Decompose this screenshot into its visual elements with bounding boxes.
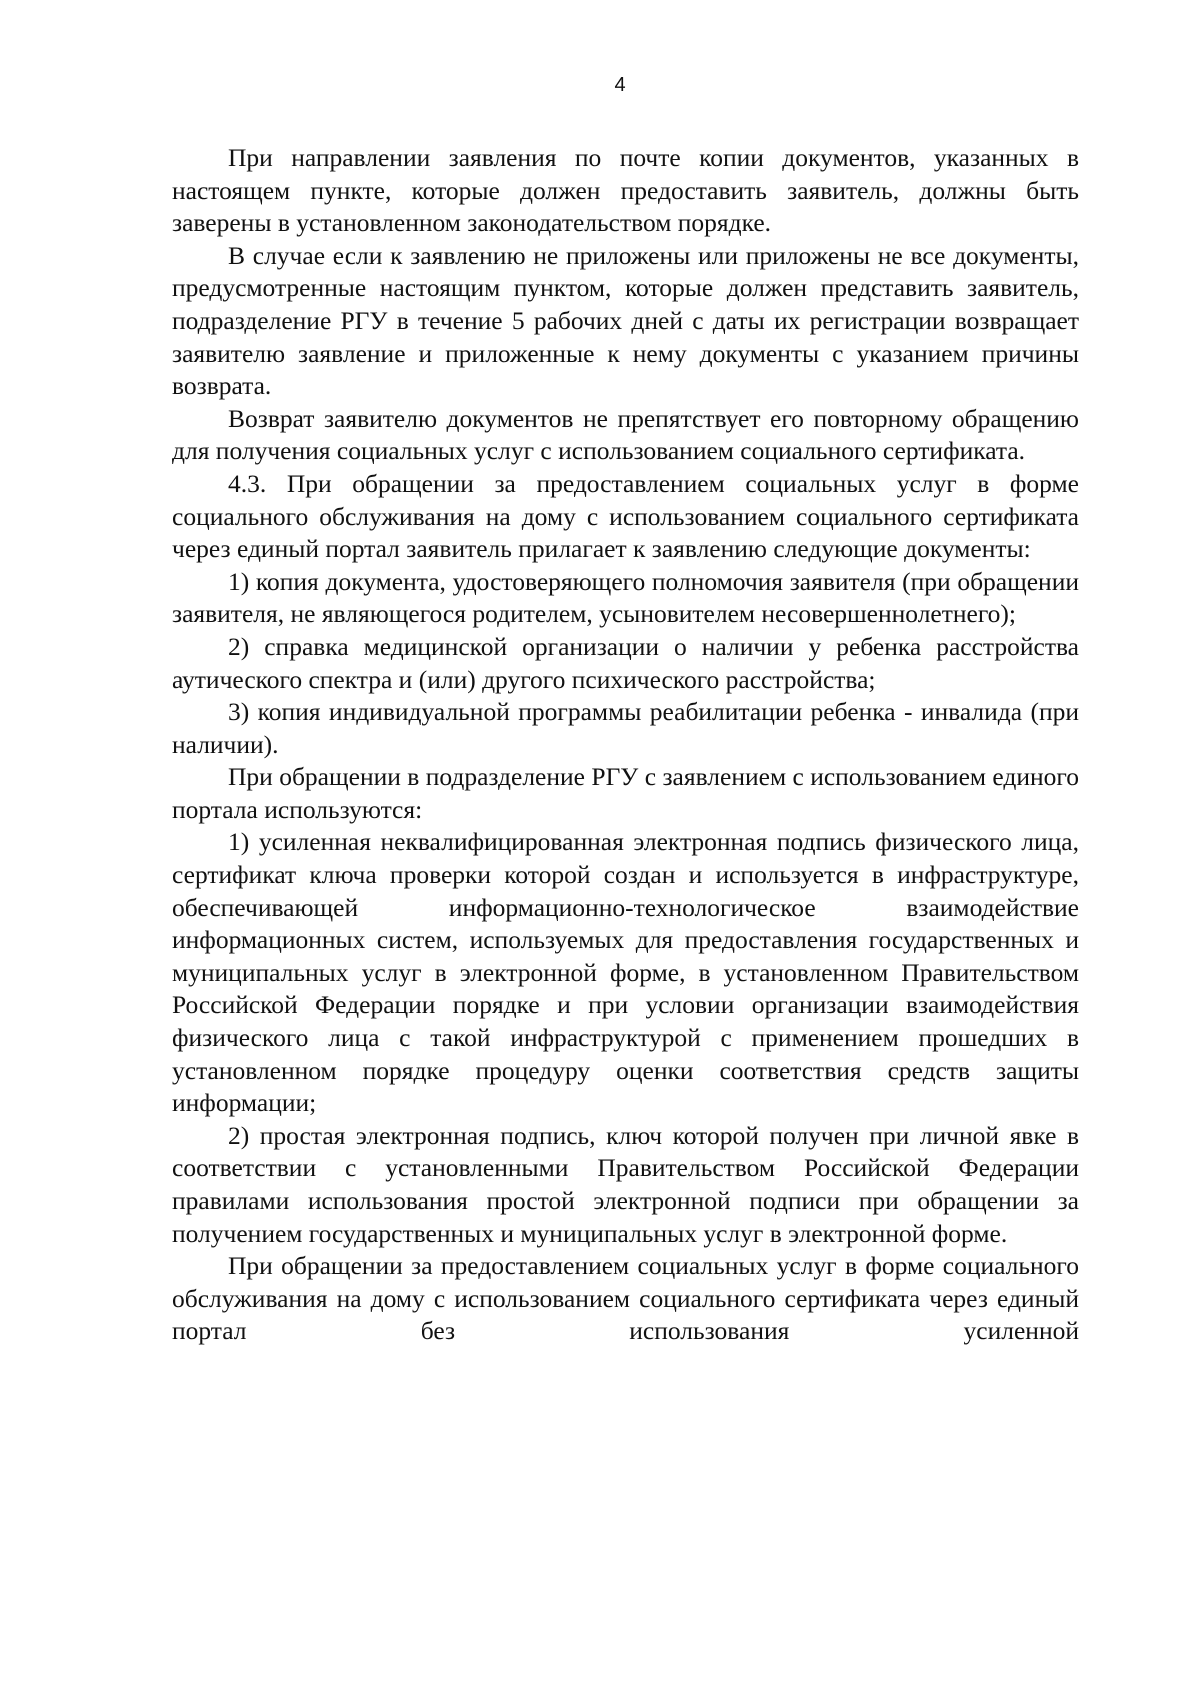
list-item-simple-signature: 2) простая электронная подпись, ключ которой получен при личной явке в соответствии с установленными Правительством Российской Федерации правилами использования простой электронной подписи при обращении за получением государственных и муниципальных услуг в электронной форме. bbox=[172, 1120, 1079, 1248]
paragraph-missing-documents: В случае если к заявлению не приложены или приложены не все документы, предусмотренные настоящим пунктом, которые должен представить заявитель, подразделение РГУ в течение 5 рабочих дней с даты их регистрации возвращает заявителю заявление и приложенные к нему документы с указанием причины возврата. bbox=[172, 240, 1079, 401]
document-body bbox=[172, 142, 1079, 1348]
list-item-enhanced-signature: 1) усиленная неквалифицированная электронная подпись физического лица, сертификат ключа проверки которой создан и используется в инфраструктуре, обеспечивающей информационно-технологическое взаимодействие информационных систем, используемых для предоставления государственных и муниципальных услуг в электронной форме, в установленном Правительством Российской Федерации порядке и при условии организации взаимодействия физического лица с такой инфраструктурой с применением прошедших в установленном порядке процедуру оценки соответствия средств защиты информации; bbox=[172, 827, 1079, 1118]
paragraph-return-documents: Возврат заявителю документов не препятствует его повторному обращению для получения социальных услуг с использованием социального сертификата. bbox=[172, 403, 1079, 466]
list-item-medical-certificate: 2) справка медицинской организации о наличии у ребенка расстройства аутического спектра и (или) другого психического расстройства; bbox=[172, 631, 1079, 694]
list-item-rehabilitation-program: 3) копия индивидуальной программы реабилитации ребенка - инвалида (при наличии). bbox=[172, 697, 1079, 759]
paragraph-portal-usage: При обращении в подразделение РГУ с заявлением с использованием единого портала используются: bbox=[172, 762, 1079, 824]
paragraph-section-4-3: 4.3. При обращении за предоставлением социальных услуг в форме социального обслуживания на дому с использованием социального сертификата через единый портал заявитель прилагает к заявлению следующие документы: bbox=[172, 468, 1079, 564]
paragraph-mail-copies: При направлении заявления по почте копии документов, указанных в настоящем пункте, которые должен предоставить заявитель, должны быть заверены в установленном законодательством порядке. bbox=[172, 143, 1079, 238]
list-item-authority-copy: 1) копия документа, удостоверяющего полномочия заявителя (при обращении заявителя, не являющегося родителем, усыновителем несовершеннолетнего); bbox=[172, 566, 1079, 629]
page-number: 4 bbox=[614, 74, 626, 96]
paragraph-portal-without-signature: При обращении за предоставлением социальных услуг в форме социального обслуживания на дому с использованием социального сертификата через единый портал без использования усиленной bbox=[172, 1251, 1079, 1346]
